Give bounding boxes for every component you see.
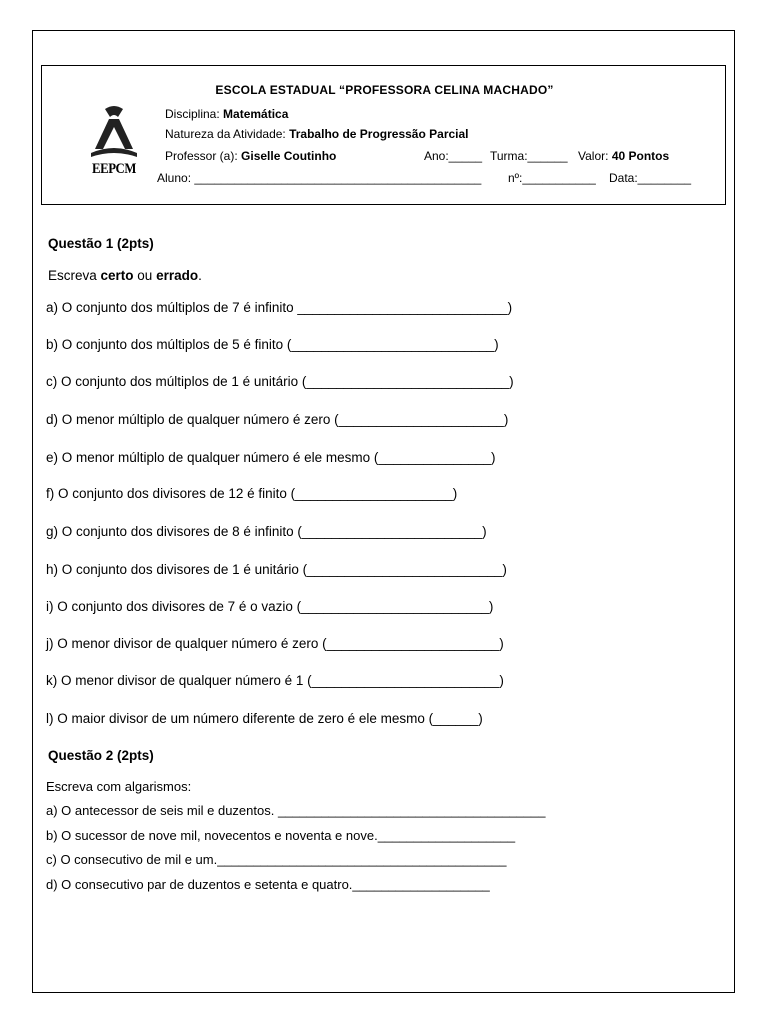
- questao1-title: Questão 1 (2pts): [48, 236, 154, 251]
- questao1-item-i: i) O conjunto dos divisores de 7 é o vazio (_________________________): [46, 599, 494, 614]
- questao1-item-j: j) O menor divisor de qualquer número é zero (_______________________): [46, 636, 504, 651]
- questao2-item-c: c) O consecutivo de mil e um.________________________________________: [46, 852, 507, 867]
- questao1-item-b: b) O conjunto dos múltiplos de 5 é finito (___________________________): [46, 337, 499, 352]
- questao1-item-e: e) O menor múltiplo de qualquer número é ele mesmo (_______________): [46, 450, 496, 465]
- questao1-item-c: c) O conjunto dos múltiplos de 1 é unitário (___________________________): [46, 374, 514, 389]
- header-box: [41, 65, 726, 205]
- professor-value: Giselle Coutinho: [241, 149, 337, 163]
- turma-field: Turma:______: [490, 149, 568, 163]
- school-logo-icon: [85, 103, 143, 163]
- instruction-errado: errado: [156, 268, 199, 283]
- aluno-field: Aluno: ___________________________________________: [157, 171, 482, 185]
- valor-label: Valor:: [578, 149, 609, 163]
- ano-field: Ano:_____: [424, 149, 483, 163]
- disciplina-line: [165, 107, 288, 121]
- questao1-instruction: [48, 268, 202, 283]
- questao1-item-a: a) O conjunto dos múltiplos de 7 é infinito ____________________________): [46, 300, 513, 315]
- questao2-item-d: d) O consecutivo par de duzentos e setenta e quatro.___________________: [46, 877, 490, 892]
- disciplina-label: Disciplina:: [165, 107, 220, 121]
- natureza-line: [165, 127, 469, 141]
- disciplina-value: Matemática: [223, 107, 289, 121]
- natureza-label: Natureza da Atividade:: [165, 127, 286, 141]
- questao1-item-f: f) O conjunto dos divisores de 12 é finito (_____________________): [46, 486, 458, 501]
- questao1-item-h: h) O conjunto dos divisores de 1 é unitário (__________________________): [46, 562, 507, 577]
- natureza-value: Trabalho de Progressão Parcial: [289, 127, 469, 141]
- instruction-text: Escreva: [48, 268, 101, 283]
- data-field: Data:________: [609, 171, 692, 185]
- questao1-item-g: g) O conjunto dos divisores de 8 é infinito (________________________): [46, 524, 487, 539]
- logo-text: EEPCM: [92, 161, 136, 177]
- questao2-instruction: Escreva com algarismos:: [46, 779, 192, 794]
- instruction-text: .: [198, 268, 202, 283]
- numero-field: nº:___________: [508, 171, 596, 185]
- professor-label: Professor (a):: [165, 149, 238, 163]
- questao1-item-d: d) O menor múltiplo de qualquer número é zero (______________________): [46, 412, 509, 427]
- instruction-certo: certo: [100, 268, 134, 283]
- professor-line: [165, 149, 336, 163]
- questao1-item-k: k) O menor divisor de qualquer número é 1 (_________________________): [46, 673, 504, 688]
- questao2-item-b: b) O sucessor de nove mil, novecentos e noventa e nove.___________________: [46, 828, 516, 843]
- school-logo: [85, 103, 143, 183]
- school-name: ESCOLA ESTADUAL “PROFESSORA CELINA MACHADO”: [215, 83, 554, 97]
- instruction-text: ou: [133, 268, 157, 283]
- valor-field: [578, 149, 669, 163]
- questao2-title: Questão 2 (2pts): [48, 748, 154, 763]
- questao2-item-a: a) O antecessor de seis mil e duzentos. _____________________________________: [46, 803, 546, 818]
- questao1-item-l: l) O maior divisor de um número diferente de zero é ele mesmo (______): [46, 711, 483, 726]
- valor-value: 40 Pontos: [611, 149, 670, 163]
